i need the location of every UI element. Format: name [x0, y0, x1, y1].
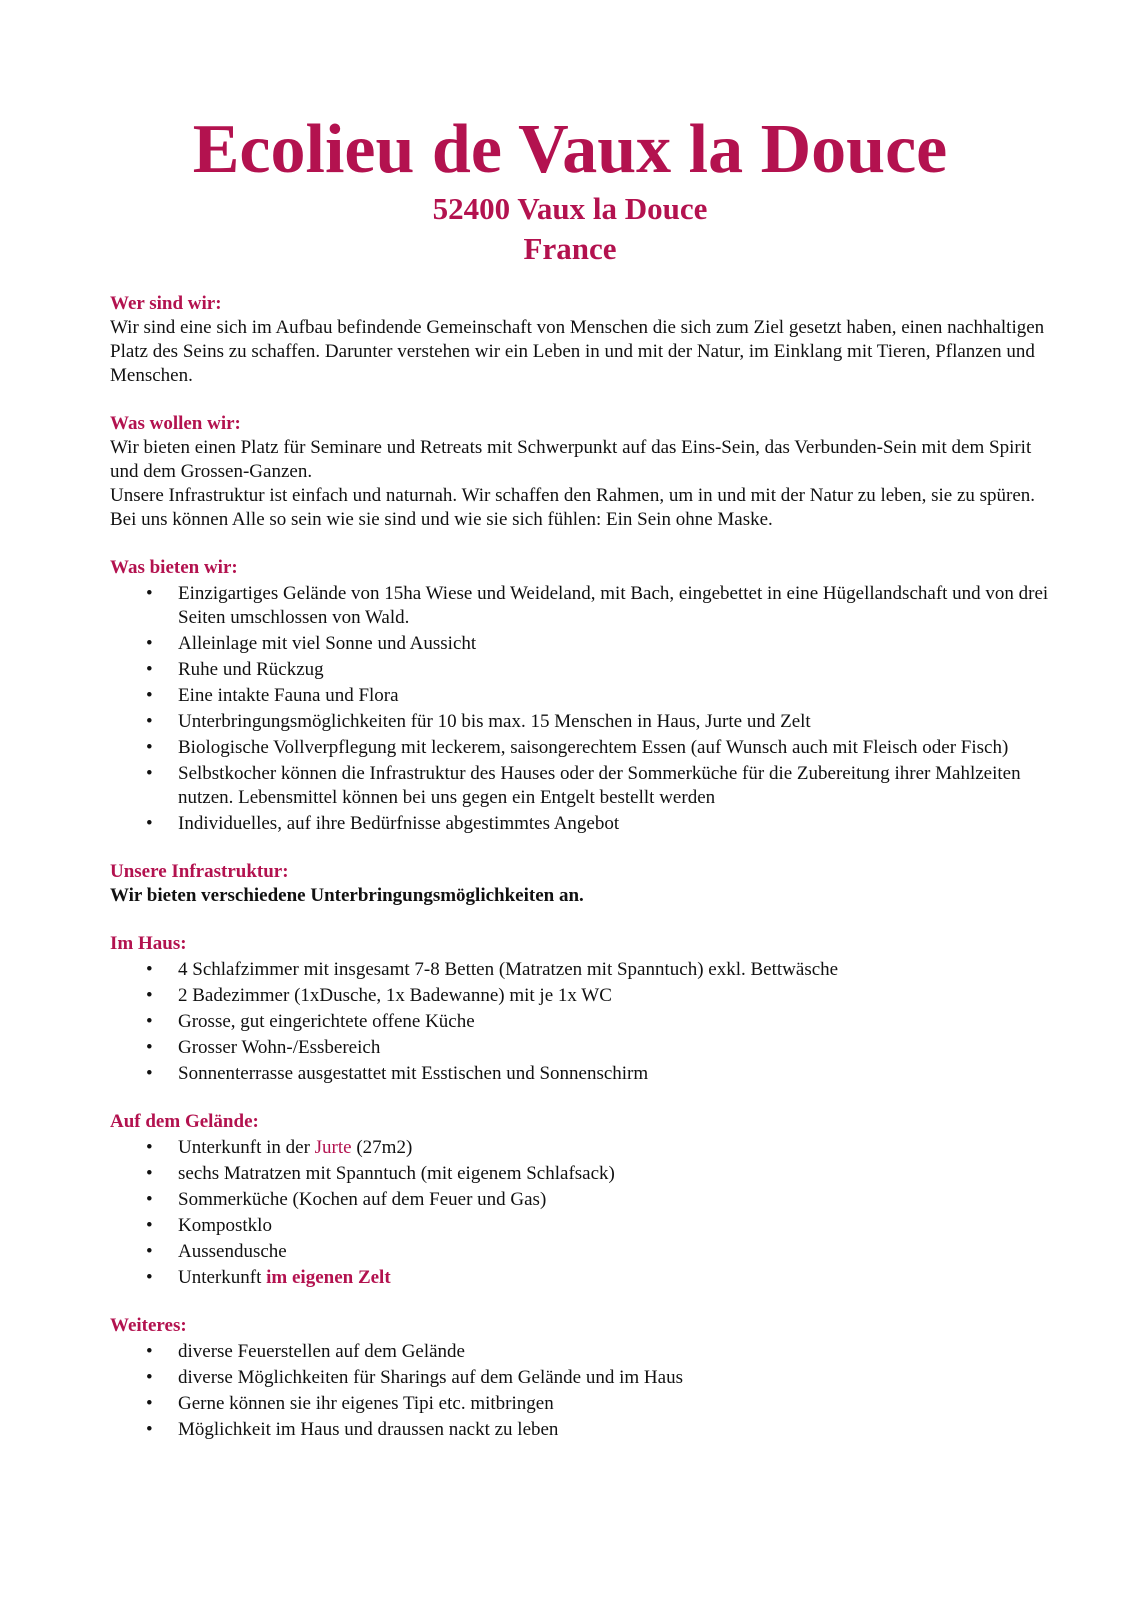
section-heading-infrastruktur: Unsere Infrastruktur:: [110, 861, 289, 882]
bullet-icon: •: [146, 1215, 153, 1236]
bullet-icon: •: [146, 633, 153, 654]
section-heading-im-haus: Im Haus:: [110, 933, 187, 954]
list-auf-dem-gelaende: [110, 1136, 1050, 1290]
list-item: • Möglichkeit im Haus und draussen nackt zu leben: [146, 1419, 559, 1440]
list-item: • 4 Schlafzimmer mit insgesamt 7-8 Betten (Matratzen mit Spanntuch) exkl. Bettwäsche: [146, 959, 839, 980]
bullet-icon: •: [146, 985, 153, 1006]
list-item: • Sonnenterrasse ausgestattet mit Esstischen und Sonnenschirm: [146, 1063, 649, 1084]
list-item: • Ruhe und Rückzug: [146, 659, 324, 680]
bullet-icon: •: [146, 813, 153, 834]
section-heading-weiteres: Weiteres:: [110, 1315, 187, 1336]
bullet-icon: •: [146, 1367, 153, 1388]
bullet-icon: •: [146, 1137, 153, 1158]
list-item: • Biologische Vollverpflegung mit leckerem, saisongerechtem Essen (auf Wunsch auch mit Fleisch oder Fisch): [146, 737, 1009, 758]
section-heading-was-bieten: Was bieten wir:: [110, 557, 238, 578]
bullet-icon: •: [146, 737, 153, 758]
bullet-icon: •: [146, 1189, 153, 1210]
list-item: • 2 Badezimmer (1xDusche, 1x Badewanne) mit je 1x WC: [146, 985, 612, 1006]
list-item: • Alleinlage mit viel Sonne und Aussicht: [146, 633, 477, 654]
list-item: • Grosse, gut eingerichtete offene Küche: [146, 1011, 475, 1032]
bullet-icon: •: [146, 763, 153, 784]
list-im-haus: [110, 958, 1050, 1086]
list-weiteres: [110, 1340, 1050, 1442]
section-heading-wer: Wer sind wir:: [110, 293, 222, 314]
bullet-icon: •: [146, 659, 153, 680]
list-item: • Selbstkocher können die Infrastruktur des Hauses oder der Sommerküche für die Zubereitung ihrer Mahlzeiten nutzen. Lebensmittel können bei uns gegen ein Entgelt bestellt werden: [146, 763, 1021, 808]
list-item: • diverse Feuerstellen auf dem Gelände: [146, 1341, 465, 1362]
section-heading-auf-dem-gelaende: Auf dem Gelände:: [110, 1111, 259, 1132]
document-body: [110, 292, 1050, 1444]
bullet-icon: •: [146, 1241, 153, 1262]
bullet-icon: •: [146, 1419, 153, 1440]
list-item: • Gerne können sie ihr eigenes Tipi etc. mitbringen: [146, 1393, 554, 1414]
section-text-was-wollen-2: Unsere Infrastruktur ist einfach und naturnah. Wir schaffen den Rahmen, um in und mit der Natur zu leben, sie zu spüren. Bei uns können Alle so sein wie sie sind und wie sie sich fühlen: Ein Sein ohne Maske.: [110, 485, 1036, 530]
bullet-icon: •: [146, 685, 153, 706]
section-text-was-wollen-1: Wir bieten einen Platz für Seminare und Retreats mit Schwerpunkt auf das Eins-Sein, das Verbunden-Sein mit dem Spirit und dem Grossen-Ganzen.: [110, 437, 1032, 482]
bullet-icon: •: [146, 959, 153, 980]
list-item: • diverse Möglichkeiten für Sharings auf dem Gelände und im Haus: [146, 1367, 683, 1388]
list-item: • Kompostklo: [146, 1215, 272, 1236]
page-subtitle-postal: 52400 Vaux la Douce: [432, 191, 708, 226]
section-heading-was-wollen: Was wollen wir:: [110, 413, 241, 434]
bullet-icon: •: [146, 1163, 153, 1184]
list-item: • Unterbringungsmöglichkeiten für 10 bis max. 15 Menschen in Haus, Jurte und Zelt: [146, 711, 811, 732]
list-item: • Unterkunft im eigenen Zelt: [146, 1267, 391, 1288]
bullet-icon: •: [146, 1063, 153, 1084]
bullet-icon: •: [146, 583, 153, 604]
list-item: • Sommerküche (Kochen auf dem Feuer und Gas): [146, 1189, 547, 1210]
bullet-icon: •: [146, 1393, 153, 1414]
list-item: • Individuelles, auf ihre Bedürfnisse abgestimmtes Angebot: [146, 813, 620, 834]
list-item: • Einzigartiges Gelände von 15ha Wiese und Weideland, mit Bach, eingebettet in eine Hügellandschaft und von drei Seiten umschlossen von Wald.: [146, 583, 1049, 628]
list-was-bieten: [110, 582, 1050, 836]
section-text-wer: Wir sind eine sich im Aufbau befindende Gemeinschaft von Menschen die sich zum Ziel gesetzt haben, einen nachhaltigen Platz des Seins zu schaffen. Darunter verstehen wir ein Leben in und mit der Natur, im Einklang mit Tieren, Pflanzen und Menschen.: [110, 317, 1045, 386]
page-title: Ecolieu de Vaux la Douce: [192, 111, 948, 188]
bullet-icon: •: [146, 1267, 153, 1288]
section-subheading-infrastruktur: Wir bieten verschiedene Unterbringungsmöglichkeiten an.: [110, 885, 584, 906]
list-item: • sechs Matratzen mit Spanntuch (mit eigenem Schlafsack): [146, 1163, 615, 1184]
eigenen-zelt-link[interactable]: im eigenen Zelt: [266, 1267, 391, 1288]
bullet-icon: •: [146, 1341, 153, 1362]
list-item: • Eine intakte Fauna und Flora: [146, 685, 399, 706]
list-item: • Unterkunft in der Jurte (27m2): [146, 1137, 413, 1158]
page-subtitle-country: France: [523, 231, 617, 266]
bullet-icon: •: [146, 1011, 153, 1032]
bullet-icon: •: [146, 711, 153, 732]
bullet-icon: •: [146, 1037, 153, 1058]
list-item: • Grosser Wohn-/Essbereich: [146, 1037, 381, 1058]
jurte-link[interactable]: Jurte: [314, 1137, 352, 1158]
list-item: • Aussendusche: [146, 1241, 287, 1262]
